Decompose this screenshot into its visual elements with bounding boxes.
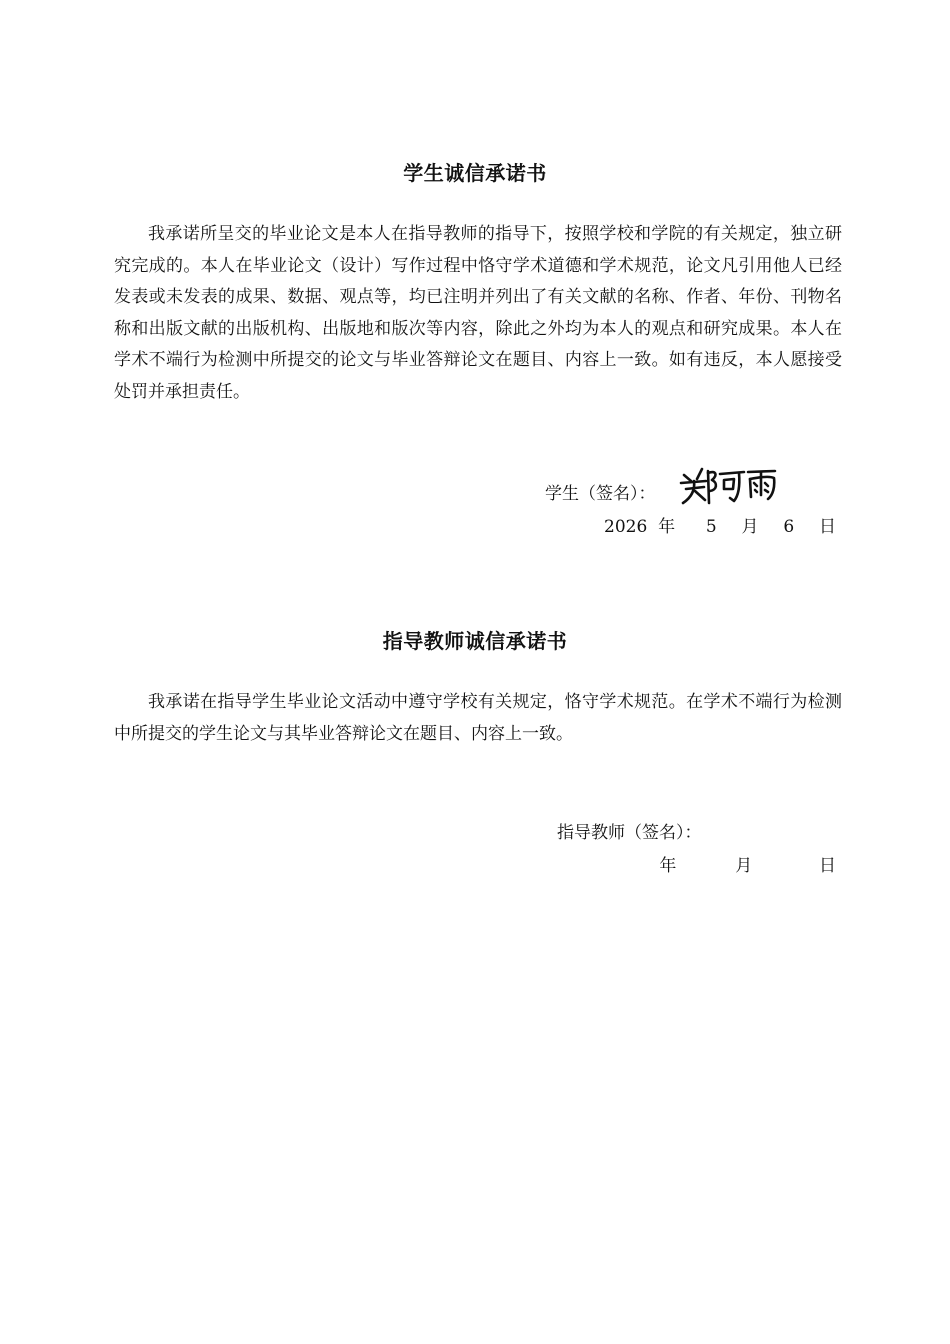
date-day: 6 [783, 517, 795, 537]
advisor-signature-label: 指导教师（签名）： [557, 823, 702, 843]
date-month-unit: 月 [735, 856, 753, 876]
date-year-unit: 年 [659, 856, 677, 876]
advisor-signature-date [659, 851, 836, 876]
date-day-unit: 日 [819, 517, 836, 537]
date-year-unit: 年 [658, 517, 676, 537]
student-handwritten-signature [678, 463, 778, 507]
date-month: 5 [705, 517, 717, 537]
student-pledge-title: 学生诚信承诺书 [403, 161, 547, 185]
advisor-pledge-body: 我承诺在指导学生毕业论文活动中遵守学校有关规定，恪守学术规范。在学术不端行为检测中所提交的学生论文与其毕业答辩论文在题目、内容上一致。 [114, 692, 842, 744]
student-pledge-body: 我承诺所呈交的毕业论文是本人在指导教师的指导下，按照学校和学院的有关规定，独立研究完成的。本人在毕业论文（设计）写作过程中恪守学术道德和学术规范，论文凡引用他人已经发表或未发表的成果、数据、观点等，均已注明并列出了有关文献的名称、作者、年份、刊物名称和出版文献的出版机构、出版地和版次等内容，除此之外均为本人的观点和研究成果。本人在学术不端行为检测中所提交的论文与毕业答辩论文在题目、内容上一致。如有违反，本人愿接受处罚并承担责任。 [114, 224, 842, 402]
student-signature-date [604, 512, 836, 537]
advisor-pledge-title: 指导教师诚信承诺书 [382, 629, 568, 653]
date-day-unit: 日 [819, 856, 836, 876]
student-signature-label: 学生（签名）： [545, 484, 656, 504]
date-month-unit: 月 [741, 517, 759, 537]
date-year: 2026 [604, 517, 648, 537]
